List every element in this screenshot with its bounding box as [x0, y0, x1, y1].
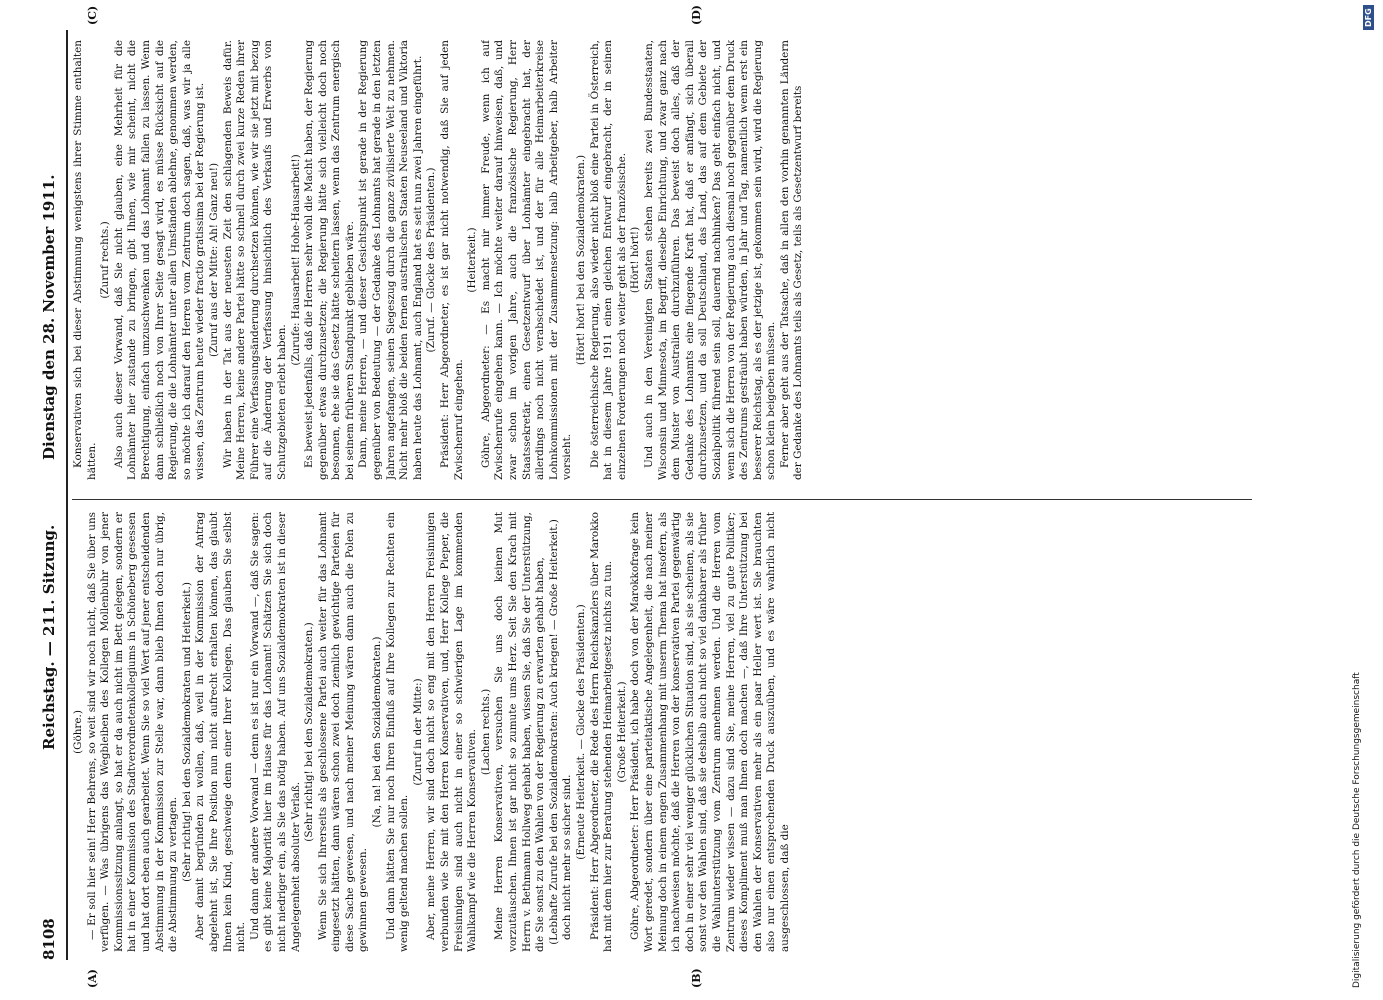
paragraph: (Lachen rechts.)	[479, 688, 492, 776]
paragraph: Ferner aber geht aus der Tatsache, daß in allen den vorhin genannten Ländern der Gedanke des Lohnamts teils als Gesetz, teils als Gesetzentwurf bereits	[778, 40, 805, 480]
paragraph: Präsident: Herr Abgeordneter, es ist gar nicht notwendig, daß Sie auf jeden Zwischenruf eingehen.	[439, 40, 465, 480]
header-right-title: Dienstag den 28. November 1911.	[40, 174, 58, 460]
page-number: 8108	[40, 918, 58, 960]
paragraph: (Erneute Heiterkeit. — Glocke des Präsidenten.)	[574, 604, 587, 860]
paragraph: Göhre, Abgeordneter: — Es macht mir immer Freude, wenn ich auf Zwischenrufe eingehen kann. — Ich möchte weiter darauf hinweisen, daß, und zwar schon im vorigen Jahre, auch die französische Regierung, Herr Staatssekretär, einen Gesetzentwurf über Lohnämter eingebracht hat, der allerdings noch nicht verabschiedet ist, und der für alle Heimarbeiterkreise Lohnkommissionen mit der Zusammensetzung: halb Arbeitgeber, halb Arbeiter vorsieht.	[479, 40, 574, 480]
left-column	[72, 512, 1272, 952]
paragraph: doch nicht mehr so sicher sind.	[561, 774, 574, 940]
paragraph: (Heiterkeit.)	[466, 227, 479, 293]
paragraph: (Na, na! bei den Sozialdemokraten.)	[371, 636, 384, 828]
paragraph: (Hört! hört! bei den Sozialdemokraten.)	[574, 154, 587, 366]
column-divider	[72, 499, 1252, 500]
paragraph: Also auch dieser Vorwand, daß Sie nicht glauben, eine Mehrheit für die Lohnämter hier zustande zu bringen, gibt Ihnen, wie mir scheint, nicht die Berechtigung, einfach umzuschwenken und das Lohnamt fallen zu lassen. Wenn dann schließlich noch von Ihrer Seite gesagt wird, es müsse Rücksicht auf die Regierung, die die Lohnämter unter allen Umständen ablehne, genommen werden, so möchte ich darauf den Herren vom Zentrum doch sagen, daß, was wir ja alle wissen, das Zentrum heute wieder fractio gratissima bei der Regierung ist.	[112, 40, 207, 480]
header-left-title: Reichstag. — 211. Sitzung.	[40, 524, 58, 750]
paragraph: Dann, meine Herren, — und dieser Gesichtspunkt ist gerade in der Regierung gegenüber von Bedeutung — der Gedanke des Lohnamts hat gerade in den letzten Jahren angefangen, seinen Siegeszug durch die ganze zivilisierte Welt zu nehmen. Nicht mehr bloß die beiden fernen australischen Staaten Neuseeland und Viktoria haben heute das Lohnamt, auch England hat es seit nun zwei Jahren eingeführt.	[357, 40, 424, 480]
paragraph: Die österreichische Regierung, also wieder nicht bloß eine Partei in Österreich, hat in diesem Jahre 1911 einen gleichen Entwurf eingebracht, der in seinen einzelnen Forderungen noch weiter geht als der französische.	[588, 40, 628, 480]
paragraph: (Lebhafte Zurufe bei den Sozialdemokraten: Auch kriegen! — Große Heiterkeit.)	[547, 519, 560, 945]
paragraph: (Große Heiterkeit.)	[615, 681, 628, 783]
paragraph: (Zuruf in der Mitte:)	[411, 678, 424, 786]
paragraph: — Er soll hier sein! Herr Behrens, so weit sind wir noch nicht, daß Sie über uns verfügen. — Was übrigens das Wegbleiben des Kollegen Mollenbuhr von jener Kommissionssitzung anlangt, so hat er da auch nicht im Bett gelegen, sondern er hat in einer Kommission des Stadtverordnetenkollegiums in Schöneberg gesessen und hat dort eben auch gearbeitet. Wenn Sie so viel Wert auf jener entscheidenden Abstimmung in der Kommission zur Stelle war, dann blieb Ihnen doch nur übrig, die Abstimmung zu vertagen.	[85, 512, 180, 952]
margin-mark-b: (B)	[690, 968, 703, 988]
paragraph: Göhre, Abgeordneter: Herr Präsident, ich habe doch von der Marokkofrage kein Wort geredet, sondern über eine parteitaktische Angelegenheit, die nach meiner Meinung doch in einem engen Zusammenhang mit unserm Thema hat insofern, als ich nachweisen möchte, daß die Herren von der konservativen Partei gegenwärtig doch in einer sehr viel weniger glücklichen Situation sind, als sie scheinen, als sie sonst vor den Wahlen sind, daß sie deshalb auch nicht so viel dankbarer als früher die Wahlunterstützung vom Zentrum annehmen werden. Und die Herren vom Zentrum wieder wissen — dazu sind Sie, meine Herren, viel zu gute Politiker; dieses Kompliment muß man Ihnen doch machen —, daß Ihre Unterstützung bei den Wahlen der Konservativen mehr als ein paar Heller wert ist. Sie brauchten also nur einen entsprechenden Druck auszuüben, und es wäre wahrlich nicht ausgeschlossen, daß die	[629, 512, 791, 952]
paragraph: (Sehr richtig! bei den Sozialdemokraten.)	[303, 622, 316, 842]
margin-mark-d: (D)	[690, 5, 703, 25]
paragraph: Und dann der andere Vorwand — denn es ist nur ein Vorwand —, daß Sie sagen: es gibt keine Majorität hier im Hause für das Lohnamt! Schätzen Sie sich doch nicht niedriger ein, als Sie das nötig haben. Auf uns Sozialdemokraten ist in dieser Angelegenheit absoluter Verlaß.	[248, 512, 302, 952]
paragraph: Konservativen sich bei dieser Abstimmung wenigstens ihrer Stimme enthalten hätten.	[72, 40, 98, 480]
paragraph: Aber damit begründen zu wollen, daß, weil in der Kommission der Antrag abgelehnt ist, Sie Ihre Position nun nicht aufrecht erhalten können, das glaubt Ihnen kein Kind, geschweige denn einer Ihrer Kollegen. Das glauben Sie selbst nicht.	[194, 512, 248, 952]
header-rule	[66, 30, 68, 960]
paragraph: (Zurufe: Hausarbeit! Hohe-Hausarbeit!)	[289, 154, 302, 366]
paragraph: Es beweist jedenfalls, daß die Herren sehr wohl die Macht haben, der Regierung gegenüber etwas durchzusetzen; die Regierung hätte sich vielleicht doch noch besonnen, ehe sie das Gesetz hätte scheitern lassen, wenn das Zentrum energisch bei seinem früheren Standpunkt geblieben wäre.	[303, 40, 356, 480]
paragraph: (Zuruf aus der Mitte: Ah! Ganz neu!)	[207, 162, 220, 358]
paragraph: (Sehr richtig! bei den Sozialdemokraten und Heiterkeit.)	[180, 582, 193, 882]
margin-mark-c: (C)	[86, 5, 99, 25]
paragraph: Präsident: Herr Abgeordneter, die Rede des Herrn Reichskanzlers über Marokko hat mit dem hier zur Beratung stehenden Heimarbeitgesetz nichts zu tun.	[588, 512, 615, 952]
margin-mark-a: (A)	[86, 969, 99, 988]
paragraph: (Zuruf. — Glocke des Präsidenten.)	[425, 167, 438, 353]
right-column	[72, 40, 1272, 480]
paragraph: Wir haben in der Tat aus der neuesten Zeit den schlagenden Beweis dafür. Meine Herren, keine andere Partei hätte so schnell durch zwei kurze Reden ihrer Führer eine Verfassungsänderung durchsetzen können, wie wir sie jetzt mit bezug auf die Änderung der Verfassung hinsichtlich des Verkaufs und Erwerbs von Schutzgebieten erlebt haben.	[221, 40, 288, 480]
paragraph: (Zuruf rechts.)	[99, 221, 112, 299]
paragraph: Aber, meine Herren, wir sind doch nicht so eng mit den Herren Freisinnigen verbunden wie Sie mit den Herren Konservativen, und, Herr Kollege Pieper, die Freisinnigen sind auch nicht in einer so schwierigen Lage im kommenden Wahlkampf wie die Herren Konservativen.	[425, 512, 479, 952]
paragraph: (Hört! hört!)	[629, 226, 642, 294]
paragraph: Und dann hätten Sie nur noch Ihren Einfluß auf Ihre Kollegen zur Rechten ein wenig geltend machen sollen.	[384, 512, 411, 952]
paragraph: Wenn Sie sich Ihrerseits als geschlossene Partei auch weiter für das Lohnamt eingesetzt hätten, dann wären schon zwei doch ziemlich gewichtige Parteien für diese Sache gewesen, und nach meiner Meinung wären dann auch die Polen zu gewinnen gewesen.	[316, 512, 370, 952]
paragraph: (Göhre.)	[72, 710, 84, 754]
dfg-logo: DFG	[1363, 5, 1374, 30]
digitization-note: Digitalisierung gefördert durch die Deutsche Forschungsgemeinschaft	[1352, 672, 1362, 988]
paragraph: Und auch in den Vereinigten Staaten stehen bereits zwei Bundesstaaten, Wisconsin und Minnesota, im Begriff, dieselbe Einrichtung, und zwar ganz nach dem Muster von Australien durchzuführen. Das beweist doch alles, daß der Gedanke des Lohnamts eine fliegende Kraft hat, daß er anfängt, sich überall durchzusetzen, und da soll Deutschland, das Land, das auf dem Gebiete der Sozialpolitik führend sein soll, dauernd nachhinken? Das geht einfach nicht, und wenn sich die Herren von der Regierung auch diesmal noch gegenüber dem Druck des Zentrums gesträubt haben würden, in Jahr und Tag, namentlich wenn erst ein besserer Reichstag, als es der jetzige ist, gekommen sein wird, wird die Regierung schon klein beigeben müssen.	[642, 40, 778, 480]
paragraph: Meine Herren Konservativen, versuchen Sie uns doch keinen Mut vorzutäuschen. Ihnen ist gar nicht so zumute ums Herz. Seit Sie den Krach mit Herrn v. Bethmann Hollweg gehabt haben, wissen Sie, daß Sie der Unterstützung, die Sie sonst zu den Wahlen von der Regierung zu erwarten gehabt haben,	[493, 512, 547, 952]
